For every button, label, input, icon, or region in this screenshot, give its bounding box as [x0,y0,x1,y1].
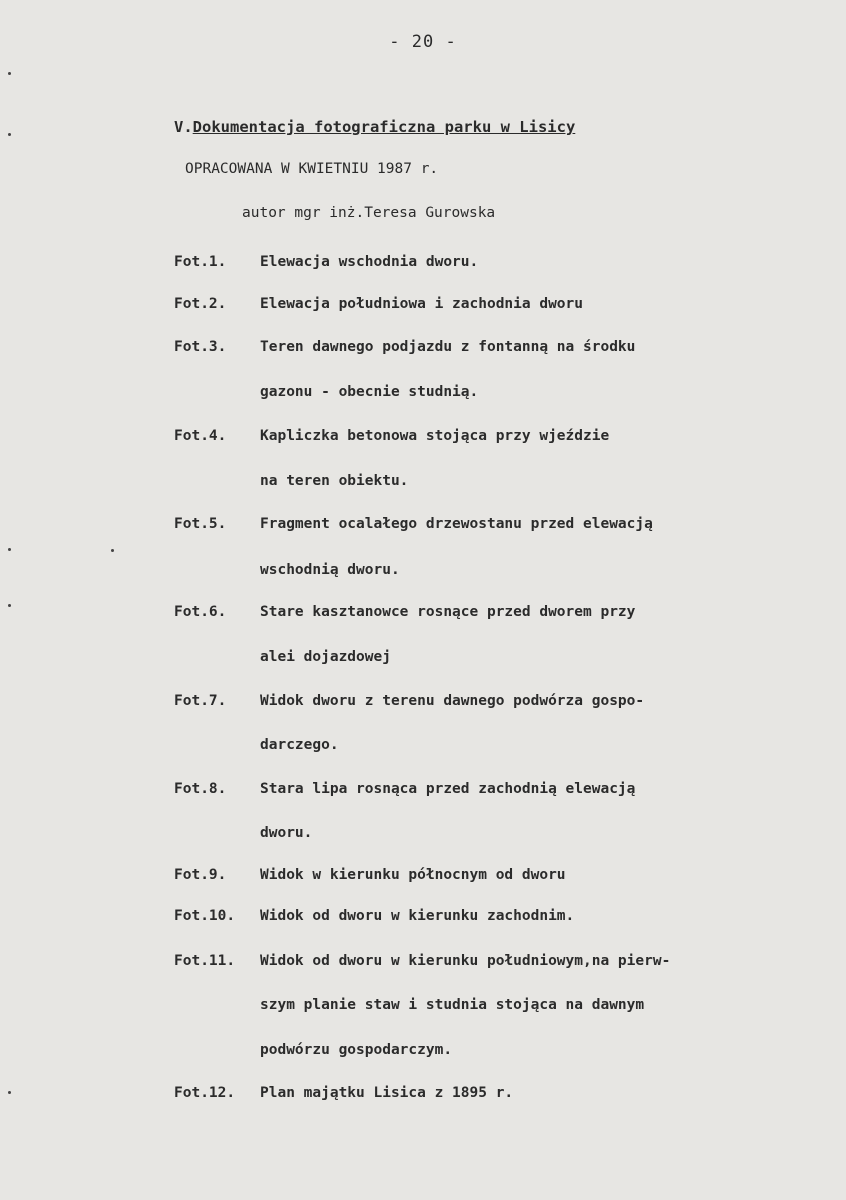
photo-caption-continued: gazonu - obecnie studnią. [260,384,479,400]
section-number: V. [174,118,193,136]
photo-entry [174,908,574,924]
photo-caption-continued: na teren obiektu. [260,473,409,489]
scan-speck [8,1091,11,1094]
subtitle: OPRACOWANA W KWIETNIU 1987 r. [185,161,439,177]
photo-caption-continued: alei dojazdowej [260,649,391,665]
photo-label: Fot.11. [174,953,236,969]
photo-label: Fot.12. [174,1085,236,1101]
photo-caption: Elewacja wschodnia dworu. [260,254,479,270]
photo-entry [174,254,478,270]
photo-caption: Widok dworu z terenu dawnego podwórza gospo- [260,693,645,709]
photo-entry [174,867,566,883]
photo-label: Fot.7. [174,693,227,709]
page-number: - 20 - [389,32,457,52]
photo-caption: Stara lipa rosnąca przed zachodnią elewacją [260,781,636,797]
photo-label: Fot.1. [174,254,227,270]
photo-entry [174,516,653,532]
photo-label: Fot.10. [174,908,236,924]
photo-entry [174,339,635,355]
photo-label: Fot.3. [174,339,227,355]
photo-caption: Plan majątku Lisica z 1895 r. [260,1085,514,1101]
photo-label: Fot.9. [174,867,227,883]
photo-caption: Stare kasztanowce rosnące przed dworem przy [260,604,636,620]
photo-label: Fot.8. [174,781,227,797]
photo-label: Fot.6. [174,604,227,620]
photo-entry [174,604,635,620]
photo-label: Fot.4. [174,428,227,444]
photo-entry [174,1085,513,1101]
section-title-text: Dokumentacja fotograficzna parku w Lisicy [192,118,576,136]
scan-speck [8,72,11,75]
photo-entry [174,693,644,709]
photo-caption: Teren dawnego podjazdu z fontanną na środku [260,339,636,355]
photo-entry [174,781,635,797]
photo-caption-continued: wschodnią dworu. [260,562,400,578]
photo-label: Fot.5. [174,516,227,532]
photo-entry [174,953,670,969]
photo-caption-continued: podwórzu gospodarczym. [260,1042,453,1058]
scan-speck [8,604,11,607]
photo-caption: Widok od dworu w kierunku zachodnim. [260,908,575,924]
photo-caption: Fragment ocalałego drzewostanu przed elewacją [260,516,653,532]
photo-caption: Widok w kierunku północnym od dworu [260,867,566,883]
photo-label: Fot.2. [174,296,227,312]
photo-caption-continued: dworu. [260,825,313,841]
photo-caption: Elewacja południowa i zachodnia dworu [260,296,584,312]
photo-caption: Widok od dworu w kierunku południowym,na pierw- [260,953,671,969]
scan-speck [8,548,11,551]
photo-caption: Kapliczka betonowa stojąca przy wjeździe [260,428,610,444]
photo-caption-continued: darczego. [260,737,339,753]
section-title [174,118,575,136]
photo-caption-continued: szym planie staw i studnia stojąca na dawnym [260,997,645,1013]
photo-entry [174,428,609,444]
scan-speck [111,549,114,552]
photo-entry [174,296,583,312]
author-line: autor mgr inż.Teresa Gurowska [242,205,496,221]
scan-speck [8,133,11,136]
